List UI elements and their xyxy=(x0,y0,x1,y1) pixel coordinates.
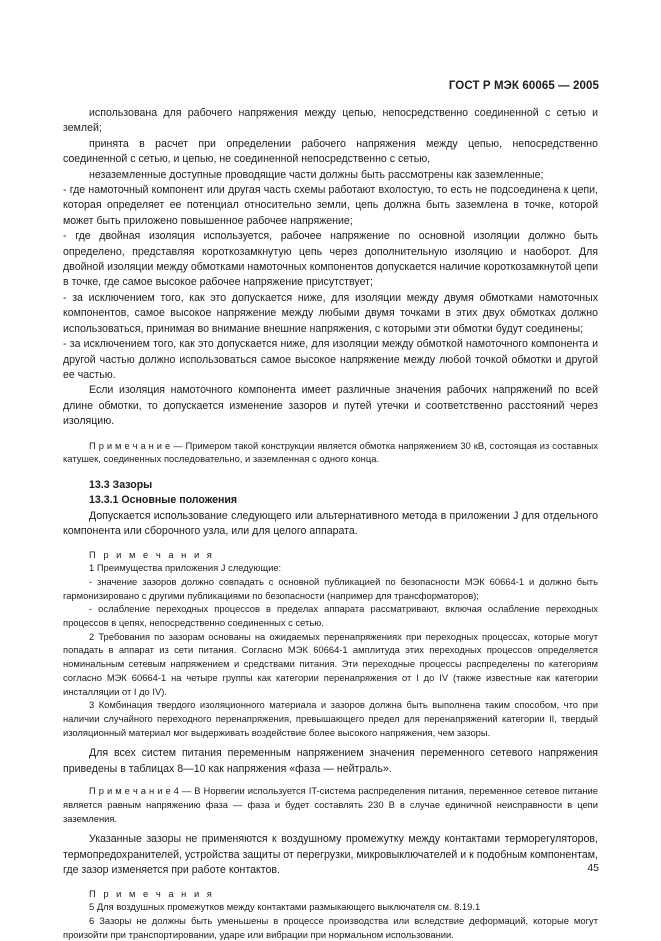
paragraph: незаземленные доступные проводящие части должны быть рассмотрены как заземленные; xyxy=(89,168,544,181)
note-label: П р и м е ч а н и е xyxy=(89,785,171,797)
list-item: - за исключением того, как это допускается ниже, для изоляции между обмоткой намоточного компонента и другой частью должно использоваться самое высокое напряжение между любой точкой обмотки и другой ее частью. xyxy=(63,338,598,381)
paragraph: Допускается использование следующего или альтернативного метода в приложении J для отдельного компонента или сборочного узла, или для целого аппарата. xyxy=(63,509,598,538)
paragraph: Для всех систем питания переменным напряжением значения переменного сетевого напряжения приведены в таблицах 8—10 как напряжения «фаза — нейтраль». xyxy=(63,747,598,775)
section-heading: 13.3 Зазоры xyxy=(89,478,153,491)
note-item: 6 Зазоры не должны быть уменьшены в процессе производства или вследствие деформаций, которые могут произойти при транспортировании, ударе или вибрации при нормальном использовании. xyxy=(63,914,598,940)
document-header: ГОСТ Р МЭК 60065 — 2005 xyxy=(448,80,599,92)
note-item: - ослабление переходных процессов в пределах аппарата рассматривают, включая ослабление переходных процессов в цепях, непосредственно соединенных с сетью. xyxy=(63,603,598,629)
note-text: 4 — В Норвегии используется IT-система распределения питания, переменное сетевое питание является равным напряжению фаза — фаза и будет составлять 230 В в случае единичной неисправности в цепи заземления. xyxy=(63,785,598,824)
notes-heading: П р и м е ч а н и я xyxy=(89,548,215,560)
page-number: 45 xyxy=(587,862,599,874)
subsection-heading: 13.3.1 Основные положения xyxy=(89,494,238,507)
paragraph: принята в расчет при определении рабочего напряжения между цепью, непосредственно соединенной с сетью, и цепью, не соединенной непосредственно с сетью, xyxy=(63,137,598,166)
paragraph: использована для рабочего напряжения между цепью, непосредственно соединенной с сетью и землей; xyxy=(63,107,598,135)
note-item: - значение зазоров должно совпадать с основной публикацией по безопасности МЭК 60664-1 и должно быть гармонизировано с другими публикациями по безопасности (например для трансформаторов); xyxy=(63,575,598,601)
list-item: - где двойная изоляция используется, рабочее напряжение по основной изоляции должно быть определено, представляя короткозамкнутую цепь через дополнительную изоляцию и наоборот. Для двойной изоляции между обмотками намоточных компонентов допускается наличие короткозамкнутой цепи в точке, где самое высокое рабочее напряжение присутствует; xyxy=(63,230,598,289)
document-body xyxy=(63,106,598,941)
paragraph: Указанные зазоры не применяются к воздушному промежутку между контактами терморегуляторов, термопредохранителей, устройства защиты от перегрузки, микровыключателей и к подобным компонентам, где зазор изменяется при работе контактов. xyxy=(63,833,598,877)
note xyxy=(63,784,598,825)
notes-heading: П р и м е ч а н и я xyxy=(89,887,215,899)
list-item: - где намоточный компонент или другая часть схемы работают вхолостую, то есть не подсоединена к цепи, которая определяет ее потенциал относительно земли, цепь должна быть заземлена в точке, которой может быть приложено повышенное рабочее напряжение; xyxy=(63,184,598,227)
note-item: 2 Требования по зазорам основаны на ожидаемых перенапряжениях при переходных процессах, которые могут попадать в аппарат из сети питания. Согласно МЭК 60664-1 амплитуда этих переходных процессов определяется номинальным сетевым напряжением и средствами питания. Эти переходные процессы распределены по категориям согласно МЭК 60664-1 на четыре группы как категории перенапряжения от I до IV (также известные как категории инсталляции от I до IV). xyxy=(63,630,598,697)
note-item: 1 Преимущества приложения J следующие: xyxy=(89,562,282,574)
note-item: 3 Комбинация твердого изоляционного материала и зазоров должна быть выполнена таким способом, что при наличии случайного переходного перенапряжения, превышающего предел для перенапряжений категории II, твердый изоляционный материал мог выдерживать воздействие более высокого напряжения, чем зазоры. xyxy=(63,699,598,738)
note-item: 5 Для воздушных промежутков между контактами размыкающего выключателя см. 8.19.1 xyxy=(89,901,481,913)
paragraph: Если изоляция намоточного компонента имеет различные значения рабочих напряжений по всей длине обмотки, то допускается изменение зазоров и путей утечки и соответственно расстояний через изоляцию. xyxy=(63,384,598,428)
note-text: — Примером такой конструкции является обмотка напряжением 30 кВ, состоящая из составных катушек, соединенных последовательно, и заземленная с одного конца. xyxy=(63,439,598,465)
note-label: П р и м е ч а н и е xyxy=(89,439,171,451)
note xyxy=(63,439,598,466)
list-item: - за исключением того, как это допускается ниже, для изоляции между двумя обмотками намоточных компонентов, самое высокое напряжение между любыми двумя точками в этих двух обмотках должно использоваться, принимая во внимание внешние напряжения, с которыми эти обмотки будут соединены; xyxy=(63,291,598,335)
